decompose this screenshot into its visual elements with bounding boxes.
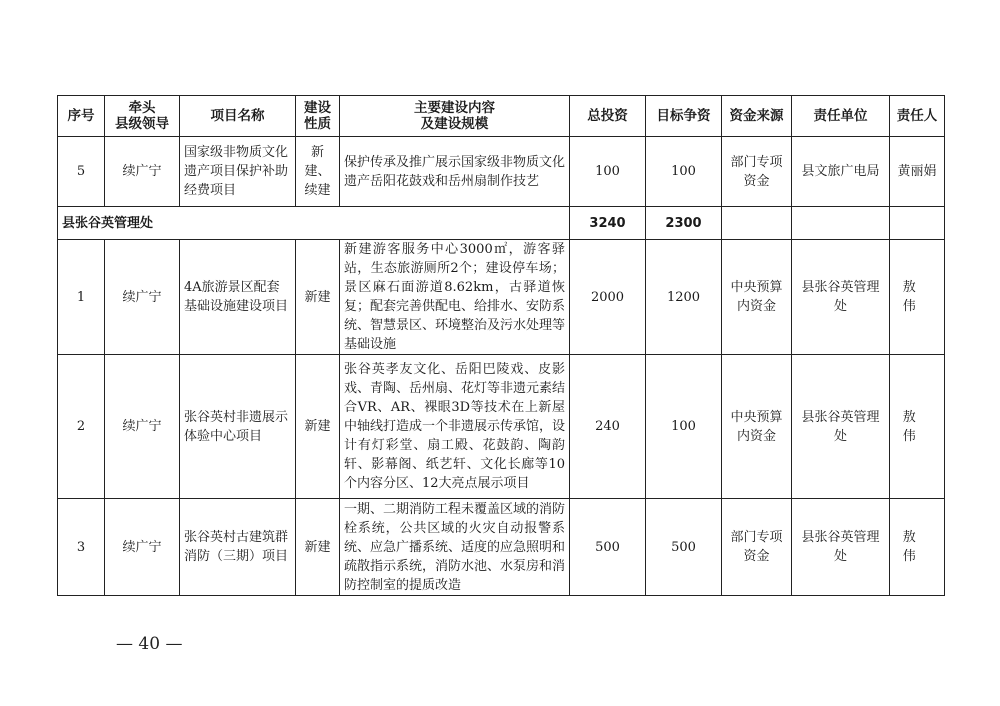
- cell-content: 保护传承及推广展示国家级非物质文化遗产岳阳花鼓戏和岳州扇制作技艺: [340, 137, 570, 207]
- header-content-line1: 主要建设内容: [414, 100, 495, 116]
- cell-total: 100: [570, 137, 646, 207]
- cell-name: 张谷英村古建筑群消防（三期）项目: [180, 499, 296, 596]
- cell-leader: 续广宁: [105, 137, 180, 207]
- section-empty-person: [890, 207, 945, 240]
- cell-unit: 县张谷英管理处: [792, 240, 890, 355]
- cell-nature: 新建、续建: [296, 137, 340, 207]
- header-leader-line2: 县级领导: [115, 116, 169, 132]
- project-table: [57, 95, 945, 596]
- table-row: [58, 499, 945, 596]
- cell-nature: 新建: [296, 355, 340, 499]
- header-source: 资金来源: [722, 96, 792, 137]
- cell-name: 国家级非物质文化遗产项目保护补助经费项目: [180, 137, 296, 207]
- header-nature: [296, 96, 340, 137]
- cell-nature: 新建: [296, 240, 340, 355]
- cell-person: 敖伟: [890, 240, 945, 355]
- section-empty-unit: [792, 207, 890, 240]
- section-row: [58, 207, 945, 240]
- header-person: 责任人: [890, 96, 945, 137]
- cell-total: 500: [570, 499, 646, 596]
- header-total: 总投资: [570, 96, 646, 137]
- cell-unit: 县张谷英管理处: [792, 355, 890, 499]
- cell-leader: 续广宁: [105, 240, 180, 355]
- section-target: 2300: [646, 207, 722, 240]
- cell-content: 新建游客服务中心3000㎡，游客驿站，生态旅游厕所2个；建设停车场；景区麻石面游道8.62km，古驿道恢复；配套完善供配电、给排水、安防系统、智慧景区、环境整治及污水处理等基础设施: [340, 240, 570, 355]
- header-nature-line2: 性质: [304, 116, 331, 132]
- cell-seq: 1: [58, 240, 105, 355]
- cell-unit: 县张谷英管理处: [792, 499, 890, 596]
- header-leader: [105, 96, 180, 137]
- header-row: [58, 96, 945, 137]
- cell-person: 敖伟: [890, 499, 945, 596]
- cell-source: 中央预算内资金: [722, 355, 792, 499]
- cell-target: 500: [646, 499, 722, 596]
- cell-person: 黄丽娟: [890, 137, 945, 207]
- section-empty-source: [722, 207, 792, 240]
- header-target: 目标争资: [646, 96, 722, 137]
- header-nature-line1: 建设: [304, 100, 331, 116]
- cell-target: 1200: [646, 240, 722, 355]
- cell-total: 240: [570, 355, 646, 499]
- table-row: [58, 240, 945, 355]
- cell-total: 2000: [570, 240, 646, 355]
- cell-content: 张谷英孝友文化、岳阳巴陵戏、皮影戏、青陶、岳州扇、花灯等非遗元素结合VR、AR、裸眼3D等技术在上新屋中轴线打造成一个非遗展示传承馆，设计有灯彩堂、扇工殿、花鼓韵、陶韵轩、影幕阁、纸艺轩、文化长廊等10个内容分区、12大亮点展示项目: [340, 355, 570, 499]
- header-name: 项目名称: [180, 96, 296, 137]
- cell-seq: 5: [58, 137, 105, 207]
- cell-name: 张谷英村非遗展示体验中心项目: [180, 355, 296, 499]
- cell-nature: 新建: [296, 499, 340, 596]
- table-row: [58, 355, 945, 499]
- section-total: 3240: [570, 207, 646, 240]
- header-content: [340, 96, 570, 137]
- cell-name: 4A旅游景区配套基础设施建设项目: [180, 240, 296, 355]
- cell-seq: 3: [58, 499, 105, 596]
- cell-person: 敖伟: [890, 355, 945, 499]
- cell-target: 100: [646, 137, 722, 207]
- cell-content: 一期、二期消防工程未覆盖区域的消防栓系统，公共区域的火灾自动报警系统、应急广播系统、适度的应急照明和疏散指示系统，消防水池、水泵房和消防控制室的提质改造: [340, 499, 570, 596]
- cell-source: 中央预算内资金: [722, 240, 792, 355]
- cell-unit: 县文旅广电局: [792, 137, 890, 207]
- cell-source: 部门专项资金: [722, 137, 792, 207]
- table-row: [58, 137, 945, 207]
- cell-leader: 续广宁: [105, 499, 180, 596]
- cell-leader: 续广宁: [105, 355, 180, 499]
- cell-target: 100: [646, 355, 722, 499]
- header-seq: 序号: [58, 96, 105, 137]
- section-title: 县张谷英管理处: [58, 207, 570, 240]
- cell-source: 部门专项资金: [722, 499, 792, 596]
- page-number: — 40 —: [116, 634, 183, 654]
- header-unit: 责任单位: [792, 96, 890, 137]
- cell-seq: 2: [58, 355, 105, 499]
- header-leader-line1: 牵头: [128, 100, 156, 116]
- header-content-line2: 及建设规模: [420, 116, 489, 132]
